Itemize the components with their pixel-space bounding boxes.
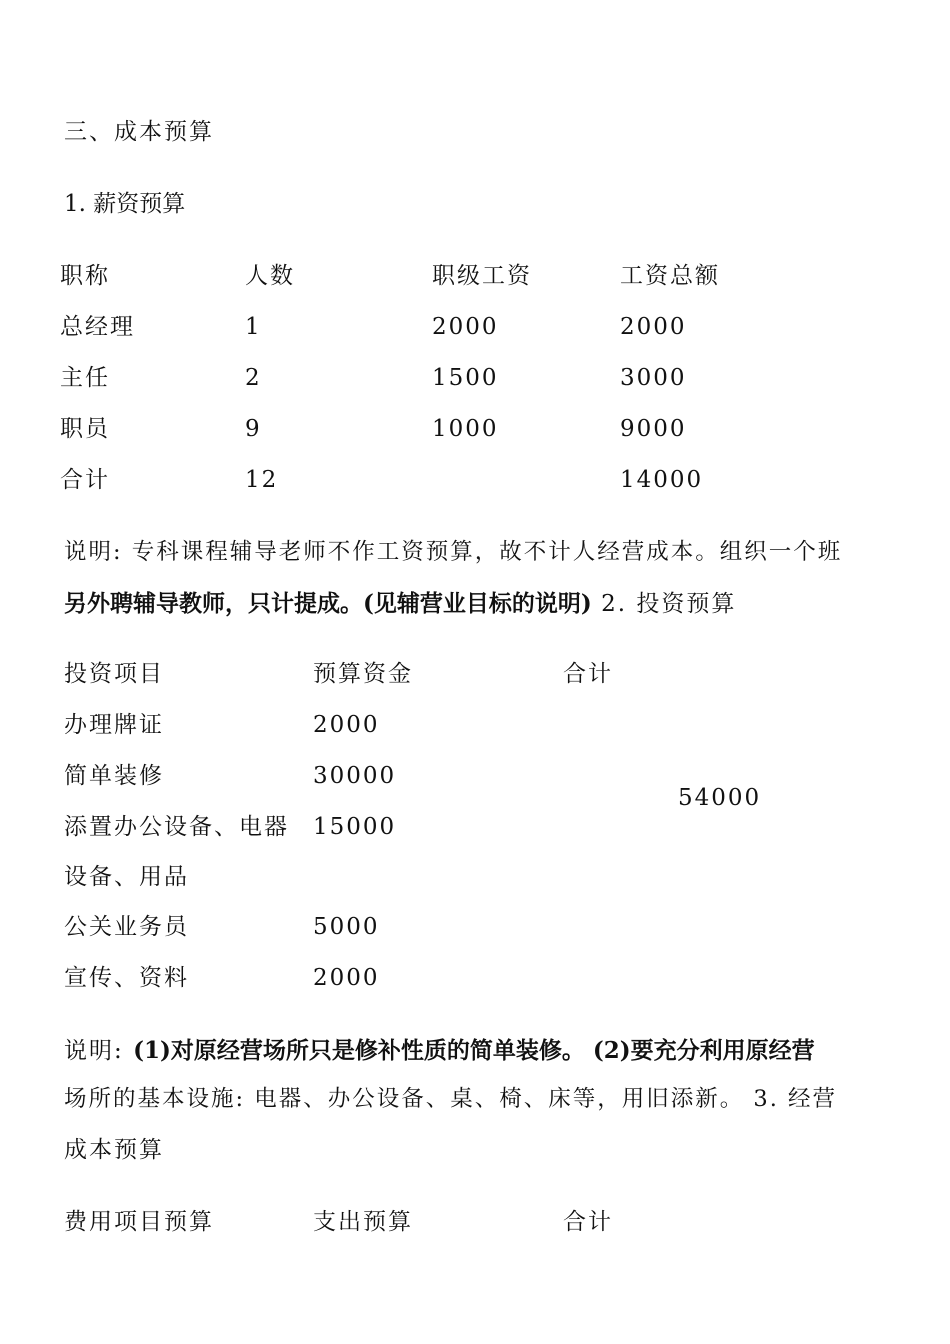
salary-cell-total: 3000 [620, 365, 687, 391]
salary-header-title: 职称 [60, 263, 110, 289]
salary-cell-count: 1 [245, 314, 262, 340]
investment-header-item: 投资项目 [64, 661, 164, 687]
operating-header-expense: 支出预算 [313, 1209, 413, 1235]
salary-note-line2 [64, 592, 736, 616]
salary-cell-count: 9 [245, 416, 262, 442]
investment-cell-budget: 15000 [313, 814, 397, 840]
investment-cell-budget: 30000 [313, 763, 397, 789]
salary-cell-grade-pay: 1000 [432, 416, 499, 442]
salary-cell-grade-pay: 1500 [432, 365, 499, 391]
salary-header-total: 工资总额 [620, 263, 720, 289]
salary-cell-total: 9000 [620, 416, 687, 442]
salary-cell-title: 主任 [60, 365, 110, 391]
investment-cell-budget: 5000 [313, 914, 380, 940]
salary-note-line1: 说明: 专科课程辅导老师不作工资预算，故不计人经营成本。组织一个班 [64, 539, 843, 565]
salary-cell-count: 12 [245, 467, 279, 493]
salary-cell-count: 2 [245, 365, 262, 391]
investment-note-line3: 成本预算 [64, 1137, 164, 1163]
investment-cell-item: 设备、用品 [64, 864, 189, 890]
investment-total-value: 54000 [678, 785, 762, 811]
salary-cell-total: 14000 [620, 467, 704, 493]
salary-cell-title: 合计 [60, 467, 110, 493]
section-title: 三、成本预算 [64, 119, 214, 145]
operating-header-item: 费用项目预算 [64, 1209, 214, 1235]
investment-heading: 2. 投资预算 [591, 591, 737, 617]
salary-header-grade-pay: 职级工资 [432, 263, 532, 289]
salary-cell-title: 总经理 [60, 314, 135, 340]
investment-cell-budget: 2000 [313, 712, 380, 738]
investment-note-prefix: 说明: [64, 1038, 134, 1064]
investment-note-line2: 场所的基本设施: 电器、办公设备、桌、椅、床等，用旧添新。 3. 经营 [64, 1086, 838, 1112]
investment-note-bold: (1)对原经营场所只是修补性质的简单装修。 (2)要充分利用原经营 [133, 1037, 815, 1064]
salary-heading: 1. 薪资预算 [64, 191, 186, 217]
investment-cell-item: 简单装修 [64, 763, 164, 789]
investment-cell-item: 宣传、资料 [64, 965, 189, 991]
investment-cell-item: 公关业务员 [64, 914, 189, 940]
investment-header-total: 合计 [563, 661, 613, 687]
salary-note-bold: 另外聘辅导教师，只计提成。(见辅营业目标的说明) [64, 590, 592, 617]
operating-header-total: 合计 [563, 1209, 613, 1235]
salary-cell-total: 2000 [620, 314, 687, 340]
salary-header-count: 人数 [245, 263, 295, 289]
investment-cell-item: 办理牌证 [64, 712, 164, 738]
investment-cell-budget: 2000 [313, 965, 380, 991]
investment-cell-item: 添置办公设备、电器 [64, 814, 289, 840]
salary-cell-grade-pay: 2000 [432, 314, 499, 340]
investment-note-line1 [64, 1039, 815, 1063]
salary-cell-title: 职员 [60, 416, 110, 442]
investment-header-budget: 预算资金 [313, 661, 413, 687]
